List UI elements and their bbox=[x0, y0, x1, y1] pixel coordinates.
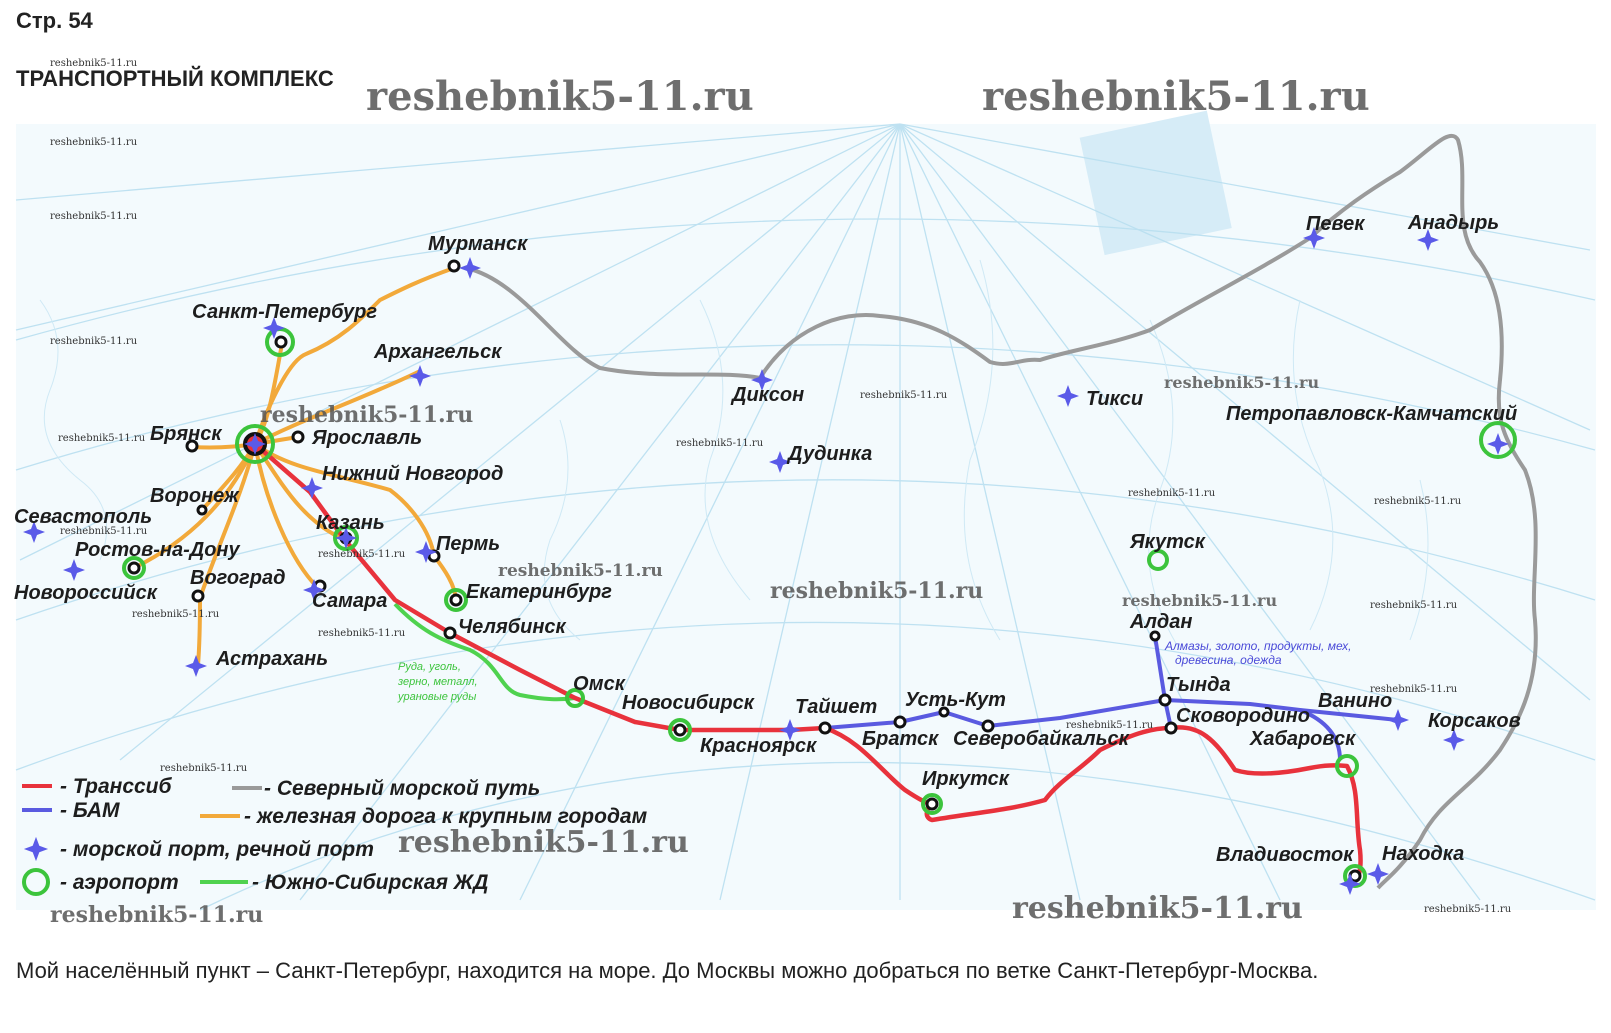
watermark: reshebnik5-11.ru bbox=[1128, 488, 1216, 499]
label-yaroslavl: Ярославль bbox=[312, 427, 423, 449]
section-title: ТРАНСПОРТНЫЙ КОМПЛЕКС bbox=[16, 66, 334, 91]
watermark: reshebnik5-11.ru bbox=[1122, 591, 1278, 610]
legend-airport: - аэропорт bbox=[60, 871, 179, 894]
watermark: reshebnik5-11.ru bbox=[1424, 904, 1512, 915]
label-chelyabinsk: Челябинск bbox=[458, 616, 566, 638]
watermark: reshebnik5-11.ru bbox=[160, 763, 248, 774]
label-dikson: Диксон bbox=[732, 384, 805, 406]
label-astrakhan: Астрахань bbox=[216, 648, 329, 670]
label-pevek: Певек bbox=[1306, 213, 1365, 235]
watermark: reshebnik5-11.ru bbox=[982, 73, 1370, 120]
south-siberian-cargo-note-1: Руда, уголь, bbox=[398, 661, 461, 673]
page-label: Стр. 54 bbox=[16, 8, 93, 33]
watermark: reshebnik5-11.ru bbox=[366, 73, 754, 120]
watermark: reshebnik5-11.ru bbox=[1164, 373, 1320, 392]
aldan-cargo-note-2: древесина, одежда bbox=[1175, 653, 1282, 667]
label-skovorodino: Сковородино bbox=[1176, 705, 1310, 727]
watermark: reshebnik5-11.ru bbox=[50, 336, 138, 347]
label-yakutsk: Якутск bbox=[1130, 531, 1205, 553]
label-dudinka: Дудинка bbox=[788, 443, 873, 465]
watermark: reshebnik5-11.ru bbox=[50, 58, 138, 69]
watermark: reshebnik5-11.ru bbox=[1370, 600, 1458, 611]
watermark: reshebnik5-11.ru bbox=[58, 433, 146, 444]
label-novosibirsk: Новосибирск bbox=[622, 692, 754, 714]
legend-northern-sea-route: - Северный морской путь bbox=[264, 777, 541, 800]
watermark: reshebnik5-11.ru bbox=[318, 549, 406, 560]
label-tiksi: Тикси bbox=[1086, 388, 1144, 410]
watermark: reshebnik5-11.ru bbox=[498, 561, 663, 581]
legend-bam: - БАМ bbox=[60, 799, 120, 822]
legend-south-siberian: - Южно-Сибирская ЖД bbox=[252, 871, 489, 894]
label-spb: Санкт-Петербург bbox=[192, 301, 377, 323]
watermark: reshebnik5-11.ru bbox=[132, 609, 220, 620]
label-sevastopol: Севастополь bbox=[14, 506, 153, 528]
label-omsk: Омск bbox=[573, 673, 625, 695]
legend-transsib: - Транссиб bbox=[60, 775, 172, 798]
label-ust-kut: Усть-Кут bbox=[905, 689, 1006, 711]
label-anadyr: Анадырь bbox=[1408, 212, 1500, 234]
label-khabarovsk: Хабаровск bbox=[1250, 728, 1356, 750]
label-krasnoyarsk: Красноярск bbox=[700, 735, 817, 757]
aldan-cargo-note-1: Алмазы, золото, продукты, мех, bbox=[1165, 639, 1352, 653]
watermark: reshebnik5-11.ru bbox=[1370, 684, 1458, 695]
watermark: reshebnik5-11.ru bbox=[260, 402, 474, 428]
watermark: reshebnik5-11.ru bbox=[676, 438, 764, 449]
watermark: reshebnik5-11.ru bbox=[318, 628, 406, 639]
label-bryansk: Брянск bbox=[150, 423, 222, 445]
label-nizhny: Нижний Новгород bbox=[322, 463, 504, 485]
label-bratsk: Братск bbox=[862, 728, 939, 750]
label-yekaterinburg: Екатеринбург bbox=[466, 581, 612, 603]
label-perm: Пермь bbox=[436, 533, 501, 555]
label-nakhodka: Находка bbox=[1382, 843, 1465, 865]
label-volgograd: Вогоград bbox=[190, 567, 286, 589]
watermark: reshebnik5-11.ru bbox=[60, 526, 148, 537]
label-voronezh: Воронеж bbox=[150, 485, 239, 507]
watermark: reshebnik5-11.ru bbox=[1374, 496, 1462, 507]
watermark: reshebnik5-11.ru bbox=[398, 825, 689, 860]
south-siberian-cargo-note-2: зерно, металл, bbox=[398, 676, 478, 688]
label-rostov: Ростов-на-Дону bbox=[75, 539, 240, 561]
label-kazan: Казань bbox=[316, 512, 385, 534]
label-tynda: Тында bbox=[1166, 674, 1231, 696]
label-aldan: Алдан bbox=[1130, 611, 1193, 633]
legend-railway: - железная дорога к крупным городам bbox=[244, 805, 648, 828]
label-arkhangelsk: Архангельск bbox=[374, 341, 502, 363]
label-irkutsk: Иркутск bbox=[922, 768, 1009, 790]
label-samara: Самара bbox=[312, 590, 388, 612]
watermark: reshebnik5-11.ru bbox=[860, 390, 948, 401]
watermark: reshebnik5-11.ru bbox=[1012, 891, 1303, 926]
label-novorossiysk: Новороссийск bbox=[14, 582, 157, 604]
label-murmansk: Мурманск bbox=[428, 233, 528, 255]
label-severobaikalsk: Северобайкальск bbox=[953, 728, 1129, 750]
watermark: reshebnik5-11.ru bbox=[50, 211, 138, 222]
label-taishet: Тайшет bbox=[795, 696, 878, 718]
legend-port: - морской порт, речной порт bbox=[60, 838, 374, 861]
watermark: reshebnik5-11.ru bbox=[770, 578, 984, 604]
label-petropavlovsk: Петропавловск-Камчатский bbox=[1226, 403, 1518, 425]
watermark: reshebnik5-11.ru bbox=[50, 902, 264, 928]
label-korsakov: Корсаков bbox=[1428, 710, 1521, 732]
answer-text: Мой населённый пункт – Санкт-Петербург, находится на море. До Москвы можно добраться по ветке Санкт-Петербург-Москва. bbox=[16, 958, 1319, 983]
label-vanino: Ванино bbox=[1318, 690, 1393, 712]
watermark: reshebnik5-11.ru bbox=[1066, 720, 1154, 731]
label-vladivostok: Владивосток bbox=[1216, 844, 1354, 866]
watermark: reshebnik5-11.ru bbox=[50, 137, 138, 148]
south-siberian-cargo-note-3: урановые руды bbox=[398, 691, 477, 703]
